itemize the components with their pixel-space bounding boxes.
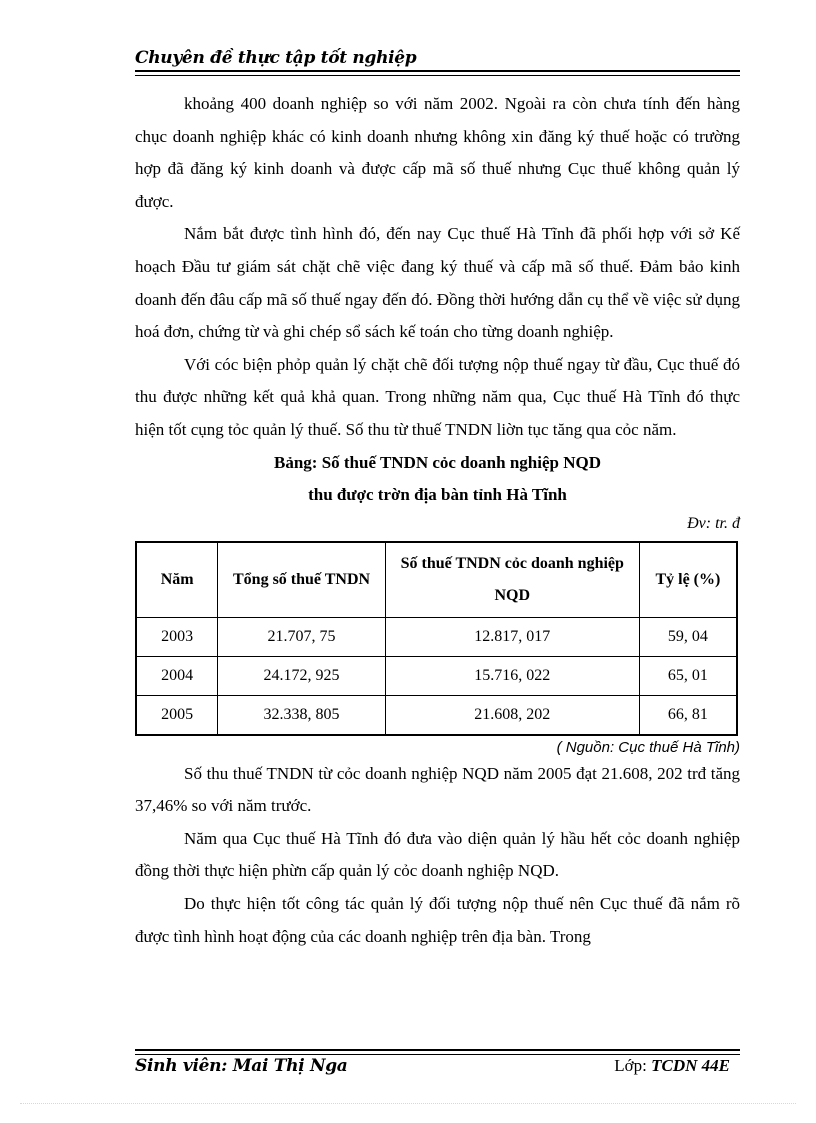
column-header-year: Năm [136, 542, 218, 618]
cell-ratio: 65, 01 [639, 656, 737, 695]
cell-nqd-tax: 21.608, 202 [385, 695, 639, 735]
paragraph: Do thực hiện tốt công tác quản lý đối tượng nộp thuế nên Cục thuế đã nắm rõ được tình hình hoạt động của các doanh nghiệp trên địa bàn. Trong [135, 893, 740, 946]
column-header-ratio: Tỷ lệ (%) [639, 542, 737, 618]
paragraph: khoảng 400 doanh nghiệp so với năm 2002. Ngoài ra còn chưa tính đến hàng chục doanh nghiệp khác có kinh doanh nhưng không xin đăng ký thuế hoặc có trường hợp đã đăng ký kinh doanh và được cấp mã số thuế nhưng Cục thuế không quản lý được. [135, 94, 740, 211]
cell-total-tax: 32.338, 805 [218, 695, 385, 735]
cell-nqd-tax: 15.716, 022 [385, 656, 639, 695]
footer-class-label: Lớp: [614, 1056, 647, 1075]
table-row [136, 656, 737, 695]
cell-ratio: 66, 81 [639, 695, 737, 735]
cell-nqd-tax: 12.817, 017 [385, 617, 639, 656]
cell-year: 2003 [136, 617, 218, 656]
footer-student: Sinh viên: Mai Thị Nga [135, 1056, 348, 1076]
paragraph: Số thu thuế TNDN từ cỏc doanh nghiệp NQD năm 2005 đạt 21.608, 202 trđ tăng 37,46% so với năm trước. [135, 763, 740, 816]
table-row [136, 695, 737, 735]
table-caption-line2: thu được trờn địa bàn tỉnh Hà Tĩnh [308, 484, 567, 504]
cell-total-tax: 21.707, 75 [218, 617, 385, 656]
cell-year: 2004 [136, 656, 218, 695]
paragraph: Với cóc biện phỏp quản lý chặt chẽ đối tượng nộp thuế ngay từ đầu, Cục thuế đó thu được những kết quả khả quan. Trong những năm qua, Cục thuế Hà Tĩnh đó thực hiện tốt cụng tỏc quản lý thuế. Số thu từ thuế TNDN liờn tục tăng qua cỏc năm. [135, 354, 740, 439]
header-rule [135, 70, 740, 76]
table-unit: Đv: tr. đ [687, 514, 740, 532]
table-source: ( Nguồn: Cục thuế Hà Tĩnh) [556, 738, 740, 756]
footer-class [614, 1054, 730, 1078]
table-row [136, 617, 737, 656]
paragraph: Nắm bắt được tình hình đó, đến nay Cục thuế Hà Tĩnh đã phối hợp với sở Kế hoạch Đầu tư giám sát chặt chẽ việc đang ký thuế và cấp mã số thuế. Đảm bảo kinh doanh đến đâu cấp mã số thuế ngay đến đó. Đồng thời hướng dẫn cụ thể về việc sử dụng hoá đơn, chứng từ và ghi chép sổ sách kế toán cho từng doanh nghiệp. [135, 224, 740, 342]
tax-table [135, 541, 738, 736]
paragraph: Năm qua Cục thuế Hà Tĩnh đó đưa vào diện quản lý hầu hết cỏc doanh nghiệp đồng thời thực hiện phừn cấp quản lý cỏc doanh nghiệp NQD. [135, 828, 740, 881]
cell-total-tax: 24.172, 925 [218, 656, 385, 695]
page-header-title: Chuyên đề thực tập tốt nghiệp [135, 48, 417, 68]
footer-class-value: TCDN 44E [651, 1056, 730, 1075]
table-header-row [136, 542, 737, 618]
table-caption-line1: Bảng: Số thuế TNDN cỏc doanh nghiệp NQD [273, 452, 601, 472]
column-header-total-tax: Tổng số thuế TNDN [218, 542, 385, 618]
cell-ratio: 59, 04 [639, 617, 737, 656]
page-bottom-divider [20, 1103, 796, 1104]
column-header-nqd-tax: Số thuế TNDN cỏc doanh nghiệp NQD [385, 542, 639, 618]
cell-year: 2005 [136, 695, 218, 735]
page-content [135, 88, 740, 953]
